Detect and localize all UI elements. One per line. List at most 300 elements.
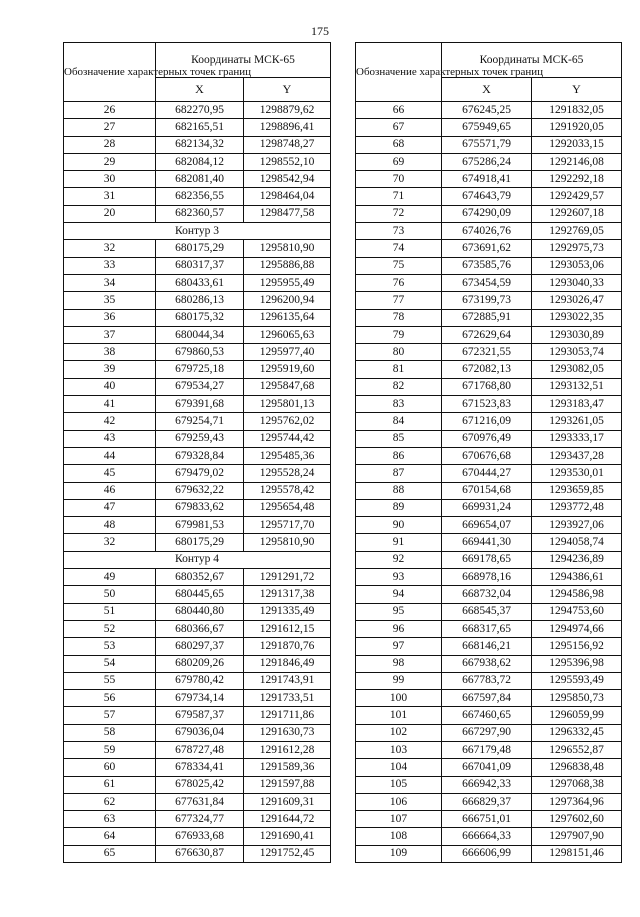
x-coordinate-cell: 678025,42 (156, 776, 244, 793)
point-number-cell: 97 (356, 638, 442, 655)
point-number-cell: 56 (64, 690, 156, 707)
y-coordinate-cell: 1296552,87 (532, 741, 622, 758)
point-number-cell: 54 (64, 655, 156, 672)
x-coordinate-cell: 668732,04 (442, 586, 532, 603)
y-coordinate-cell: 1293659,85 (532, 482, 622, 499)
point-number-cell: 59 (64, 741, 156, 758)
x-coordinate-cell: 679534,27 (156, 378, 244, 395)
x-coordinate-cell: 669178,65 (442, 551, 532, 568)
table-row (356, 638, 622, 655)
table-row (356, 413, 622, 430)
y-coordinate-cell: 1295762,02 (244, 413, 331, 430)
table-row (64, 413, 331, 430)
y-coordinate-cell: 1298896,41 (244, 119, 331, 136)
x-coordinate-cell: 672321,55 (442, 344, 532, 361)
x-coordinate-cell: 667179,48 (442, 741, 532, 758)
contour-label: Контур 4 (64, 551, 331, 568)
x-coordinate-cell: 680433,61 (156, 274, 244, 291)
point-number-cell: 32 (64, 534, 156, 551)
coordinates-table-right (355, 42, 622, 863)
x-coordinate-cell: 672885,91 (442, 309, 532, 326)
coordinates-table-left (63, 42, 331, 863)
table-row (64, 793, 331, 810)
table-row (64, 499, 331, 516)
x-coordinate-cell: 670676,68 (442, 447, 532, 464)
x-coordinate-cell: 671216,09 (442, 413, 532, 430)
x-coordinate-cell: 676933,68 (156, 828, 244, 845)
y-coordinate-cell: 1293026,47 (532, 292, 622, 309)
x-coordinate-cell: 673454,59 (442, 274, 532, 291)
table-row (64, 153, 331, 170)
table-row (64, 569, 331, 586)
y-coordinate-cell: 1298464,04 (244, 188, 331, 205)
y-coordinate-cell: 1294974,66 (532, 620, 622, 637)
point-number-cell: 48 (64, 517, 156, 534)
y-coordinate-cell: 1295528,24 (244, 465, 331, 482)
y-coordinate-cell: 1291335,49 (244, 603, 331, 620)
table-row (356, 205, 622, 222)
point-number-cell: 74 (356, 240, 442, 257)
table-row (64, 119, 331, 136)
table-row (356, 292, 622, 309)
x-coordinate-cell: 669441,30 (442, 534, 532, 551)
table-row (64, 482, 331, 499)
table-row (64, 102, 331, 119)
x-coordinate-cell: 666606,99 (442, 845, 532, 862)
point-number-cell: 96 (356, 620, 442, 637)
table-row (64, 620, 331, 637)
point-number-cell: 73 (356, 223, 442, 240)
table-row (356, 188, 622, 205)
y-coordinate-cell: 1291597,88 (244, 776, 331, 793)
y-coordinate-cell: 1292769,05 (532, 223, 622, 240)
point-number-cell: 75 (356, 257, 442, 274)
table-row (356, 223, 622, 240)
point-number-cell: 37 (64, 326, 156, 343)
y-coordinate-cell: 1291743,91 (244, 672, 331, 689)
table-row (356, 447, 622, 464)
x-coordinate-cell: 677631,84 (156, 793, 244, 810)
point-number-cell: 76 (356, 274, 442, 291)
y-coordinate-cell: 1295850,73 (532, 690, 622, 707)
table-row (64, 274, 331, 291)
table-row (356, 465, 622, 482)
x-coordinate-cell: 668146,21 (442, 638, 532, 655)
x-coordinate-cell: 675286,24 (442, 153, 532, 170)
table-row (64, 188, 331, 205)
point-number-cell: 49 (64, 569, 156, 586)
point-number-cell: 86 (356, 447, 442, 464)
y-coordinate-cell: 1296200,94 (244, 292, 331, 309)
table-row (64, 396, 331, 413)
point-number-cell: 65 (64, 845, 156, 862)
x-column-header: X (442, 77, 532, 101)
x-coordinate-cell: 680175,29 (156, 534, 244, 551)
table-row (64, 171, 331, 188)
y-coordinate-cell: 1295847,68 (244, 378, 331, 395)
x-coordinate-cell: 677324,77 (156, 811, 244, 828)
point-number-cell: 20 (64, 205, 156, 222)
x-coordinate-cell: 667041,09 (442, 759, 532, 776)
y-coordinate-cell: 1298542,94 (244, 171, 331, 188)
point-number-cell: 103 (356, 741, 442, 758)
table-row (356, 396, 622, 413)
y-coordinate-cell: 1295919,60 (244, 361, 331, 378)
x-coordinate-cell: 668545,37 (442, 603, 532, 620)
table-row (356, 240, 622, 257)
y-coordinate-cell: 1295156,92 (532, 638, 622, 655)
point-number-cell: 63 (64, 811, 156, 828)
x-coordinate-cell: 679479,02 (156, 465, 244, 482)
y-coordinate-cell: 1294058,74 (532, 534, 622, 551)
point-number-cell: 58 (64, 724, 156, 741)
point-number-cell: 36 (64, 309, 156, 326)
point-number-cell: 85 (356, 430, 442, 447)
table-row (64, 828, 331, 845)
table-row (64, 672, 331, 689)
table-row (64, 344, 331, 361)
x-coordinate-cell: 674026,76 (442, 223, 532, 240)
y-coordinate-cell: 1292146,08 (532, 153, 622, 170)
point-number-cell: 101 (356, 707, 442, 724)
x-coordinate-cell: 667938,62 (442, 655, 532, 672)
point-number-cell: 50 (64, 586, 156, 603)
x-coordinate-cell: 673199,73 (442, 292, 532, 309)
y-coordinate-cell: 1294236,89 (532, 551, 622, 568)
x-coordinate-cell: 675571,79 (442, 136, 532, 153)
point-number-cell: 80 (356, 344, 442, 361)
y-coordinate-cell: 1297602,60 (532, 811, 622, 828)
table-row (356, 482, 622, 499)
table-body-left (64, 102, 331, 863)
y-coordinate-cell: 1296838,48 (532, 759, 622, 776)
y-coordinate-cell: 1292975,73 (532, 240, 622, 257)
page-number: 175 (311, 24, 329, 38)
point-number-cell: 53 (64, 638, 156, 655)
x-coordinate-cell: 674643,79 (442, 188, 532, 205)
table-row (356, 257, 622, 274)
x-coordinate-cell: 671523,83 (442, 396, 532, 413)
y-coordinate-cell: 1291846,49 (244, 655, 331, 672)
point-number-cell: 99 (356, 672, 442, 689)
point-number-cell: 27 (64, 119, 156, 136)
x-coordinate-cell: 680366,67 (156, 620, 244, 637)
x-coordinate-cell: 680286,13 (156, 292, 244, 309)
table-row (356, 119, 622, 136)
table-row (356, 620, 622, 637)
table-row (356, 793, 622, 810)
table-row (64, 586, 331, 603)
point-number-cell: 30 (64, 171, 156, 188)
table-row (356, 845, 622, 862)
x-coordinate-cell: 680044,34 (156, 326, 244, 343)
y-coordinate-cell: 1297068,38 (532, 776, 622, 793)
y-coordinate-cell: 1292033,15 (532, 136, 622, 153)
y-coordinate-cell: 1291920,05 (532, 119, 622, 136)
table-row (356, 551, 622, 568)
table-row (356, 603, 622, 620)
y-column-header: Y (532, 77, 622, 101)
coordinates-header: Координаты МСК-65 (442, 43, 622, 78)
point-number-cell: 28 (64, 136, 156, 153)
point-number-cell: 35 (64, 292, 156, 309)
y-coordinate-cell: 1297907,90 (532, 828, 622, 845)
point-number-cell: 100 (356, 690, 442, 707)
table-row (356, 274, 622, 291)
table-row (64, 378, 331, 395)
table-row (356, 586, 622, 603)
table-row (64, 326, 331, 343)
table-row (64, 655, 331, 672)
table-row (356, 534, 622, 551)
y-coordinate-cell: 1292429,57 (532, 188, 622, 205)
point-number-cell: 107 (356, 811, 442, 828)
point-number-cell: 51 (64, 603, 156, 620)
table-row (64, 257, 331, 274)
point-number-cell: 70 (356, 171, 442, 188)
table-row (64, 136, 331, 153)
y-coordinate-cell: 1291644,72 (244, 811, 331, 828)
table-row (64, 205, 331, 222)
x-coordinate-cell: 679780,42 (156, 672, 244, 689)
point-number-cell: 69 (356, 153, 442, 170)
x-coordinate-cell: 671768,80 (442, 378, 532, 395)
y-coordinate-cell: 1298748,27 (244, 136, 331, 153)
point-number-cell: 77 (356, 292, 442, 309)
table-row (356, 378, 622, 395)
y-coordinate-cell: 1291711,86 (244, 707, 331, 724)
table-row (64, 603, 331, 620)
table-row (64, 724, 331, 741)
x-coordinate-cell: 680440,80 (156, 603, 244, 620)
table-row (64, 759, 331, 776)
y-coordinate-cell: 1291612,28 (244, 741, 331, 758)
point-number-cell: 40 (64, 378, 156, 395)
y-coordinate-cell: 1291870,76 (244, 638, 331, 655)
y-coordinate-cell: 1293082,05 (532, 361, 622, 378)
y-coordinate-cell: 1293053,06 (532, 257, 622, 274)
table-row (64, 465, 331, 482)
y-coordinate-cell: 1294386,61 (532, 569, 622, 586)
point-number-cell: 68 (356, 136, 442, 153)
x-coordinate-cell: 675949,65 (442, 119, 532, 136)
x-coordinate-cell: 668317,65 (442, 620, 532, 637)
y-coordinate-cell: 1294586,98 (532, 586, 622, 603)
y-coordinate-cell: 1295717,70 (244, 517, 331, 534)
x-coordinate-cell: 679036,04 (156, 724, 244, 741)
point-number-cell: 43 (64, 430, 156, 447)
x-coordinate-cell: 676245,25 (442, 102, 532, 119)
table-row (356, 517, 622, 534)
x-coordinate-cell: 679254,71 (156, 413, 244, 430)
y-coordinate-cell: 1295801,13 (244, 396, 331, 413)
x-coordinate-cell: 667597,84 (442, 690, 532, 707)
table-row (64, 517, 331, 534)
point-number-cell: 39 (64, 361, 156, 378)
point-number-cell: 104 (356, 759, 442, 776)
x-coordinate-cell: 680352,67 (156, 569, 244, 586)
x-coordinate-cell: 680317,37 (156, 257, 244, 274)
table-row (64, 447, 331, 464)
point-number-cell: 67 (356, 119, 442, 136)
table-row (64, 430, 331, 447)
y-coordinate-cell: 1291317,38 (244, 586, 331, 603)
x-coordinate-cell: 678334,41 (156, 759, 244, 776)
table-row (356, 759, 622, 776)
y-coordinate-cell: 1292292,18 (532, 171, 622, 188)
table-row (64, 309, 331, 326)
point-number-cell: 33 (64, 257, 156, 274)
table-row (356, 171, 622, 188)
table-row (356, 102, 622, 119)
y-coordinate-cell: 1293772,48 (532, 499, 622, 516)
table-row (356, 690, 622, 707)
point-number-cell: 98 (356, 655, 442, 672)
x-coordinate-cell: 676630,87 (156, 845, 244, 862)
point-number-cell: 45 (64, 465, 156, 482)
y-column-header: Y (244, 77, 331, 101)
point-number-cell: 78 (356, 309, 442, 326)
point-number-cell: 81 (356, 361, 442, 378)
y-coordinate-cell: 1295654,48 (244, 499, 331, 516)
point-number-cell: 60 (64, 759, 156, 776)
point-number-cell: 26 (64, 102, 156, 119)
point-number-cell: 32 (64, 240, 156, 257)
y-coordinate-cell: 1293030,89 (532, 326, 622, 343)
y-coordinate-cell: 1298151,46 (532, 845, 622, 862)
point-number-cell: 106 (356, 793, 442, 810)
point-number-cell: 52 (64, 620, 156, 637)
x-coordinate-cell: 679734,14 (156, 690, 244, 707)
point-number-cell: 64 (64, 828, 156, 845)
table-row (64, 638, 331, 655)
point-number-cell: 95 (356, 603, 442, 620)
point-number-cell: 57 (64, 707, 156, 724)
y-coordinate-cell: 1293040,33 (532, 274, 622, 291)
x-coordinate-cell: 680297,37 (156, 638, 244, 655)
x-coordinate-cell: 670976,49 (442, 430, 532, 447)
table-row (64, 845, 331, 862)
y-coordinate-cell: 1295744,42 (244, 430, 331, 447)
y-coordinate-cell: 1296059,99 (532, 707, 622, 724)
y-coordinate-cell: 1291609,31 (244, 793, 331, 810)
y-coordinate-cell: 1293927,06 (532, 517, 622, 534)
table-row (356, 776, 622, 793)
point-number-cell: 108 (356, 828, 442, 845)
x-coordinate-cell: 679860,53 (156, 344, 244, 361)
x-coordinate-cell: 682165,51 (156, 119, 244, 136)
point-number-cell: 61 (64, 776, 156, 793)
x-coordinate-cell: 672082,13 (442, 361, 532, 378)
table-row (356, 136, 622, 153)
point-number-cell: 91 (356, 534, 442, 551)
x-coordinate-cell: 680175,32 (156, 309, 244, 326)
x-coordinate-cell: 679632,22 (156, 482, 244, 499)
table-row (356, 828, 622, 845)
contour-row (64, 223, 331, 240)
x-coordinate-cell: 682360,57 (156, 205, 244, 222)
point-number-cell: 92 (356, 551, 442, 568)
y-coordinate-cell: 1293437,28 (532, 447, 622, 464)
x-coordinate-cell: 679391,68 (156, 396, 244, 413)
table-row (356, 811, 622, 828)
point-number-cell: 83 (356, 396, 442, 413)
y-coordinate-cell: 1293022,35 (532, 309, 622, 326)
table-row (356, 569, 622, 586)
y-coordinate-cell: 1296135,64 (244, 309, 331, 326)
point-number-cell: 102 (356, 724, 442, 741)
point-number-cell: 71 (356, 188, 442, 205)
x-coordinate-cell: 682084,12 (156, 153, 244, 170)
point-number-cell: 66 (356, 102, 442, 119)
point-number-cell: 87 (356, 465, 442, 482)
point-label-header: Обозначение характерных точек границ (64, 43, 156, 102)
x-column-header: X (156, 77, 244, 101)
point-number-cell: 82 (356, 378, 442, 395)
table-row (356, 153, 622, 170)
point-number-cell: 105 (356, 776, 442, 793)
table-row (356, 672, 622, 689)
x-coordinate-cell: 668978,16 (442, 569, 532, 586)
x-coordinate-cell: 680209,26 (156, 655, 244, 672)
point-number-cell: 84 (356, 413, 442, 430)
table-row (356, 309, 622, 326)
table-row (356, 741, 622, 758)
y-coordinate-cell: 1291612,15 (244, 620, 331, 637)
point-number-cell: 38 (64, 344, 156, 361)
y-coordinate-cell: 1295396,98 (532, 655, 622, 672)
contour-row (64, 551, 331, 568)
y-coordinate-cell: 1293333,17 (532, 430, 622, 447)
x-coordinate-cell: 669931,24 (442, 499, 532, 516)
y-coordinate-cell: 1292607,18 (532, 205, 622, 222)
table-row (64, 811, 331, 828)
x-coordinate-cell: 679328,84 (156, 447, 244, 464)
x-coordinate-cell: 673691,62 (442, 240, 532, 257)
y-coordinate-cell: 1298879,62 (244, 102, 331, 119)
table-row (64, 690, 331, 707)
point-number-cell: 62 (64, 793, 156, 810)
y-coordinate-cell: 1293053,74 (532, 344, 622, 361)
x-coordinate-cell: 679981,53 (156, 517, 244, 534)
table-row (64, 741, 331, 758)
table-row (356, 655, 622, 672)
point-number-cell: 89 (356, 499, 442, 516)
point-number-cell: 46 (64, 482, 156, 499)
y-coordinate-cell: 1295578,42 (244, 482, 331, 499)
y-coordinate-cell: 1293261,05 (532, 413, 622, 430)
point-number-cell: 31 (64, 188, 156, 205)
table-row (64, 534, 331, 551)
table-row (356, 361, 622, 378)
y-coordinate-cell: 1291589,36 (244, 759, 331, 776)
table-row (356, 707, 622, 724)
y-coordinate-cell: 1297364,96 (532, 793, 622, 810)
point-number-cell: 88 (356, 482, 442, 499)
table-row (356, 326, 622, 343)
y-coordinate-cell: 1295593,49 (532, 672, 622, 689)
x-coordinate-cell: 667460,65 (442, 707, 532, 724)
table-row (356, 430, 622, 447)
x-coordinate-cell: 682356,55 (156, 188, 244, 205)
point-number-cell: 55 (64, 672, 156, 689)
x-coordinate-cell: 674290,09 (442, 205, 532, 222)
point-label-header: Обозначение характерных точек границ (356, 43, 442, 102)
table-row (64, 776, 331, 793)
table-row (64, 240, 331, 257)
x-coordinate-cell: 672629,64 (442, 326, 532, 343)
point-number-cell: 94 (356, 586, 442, 603)
